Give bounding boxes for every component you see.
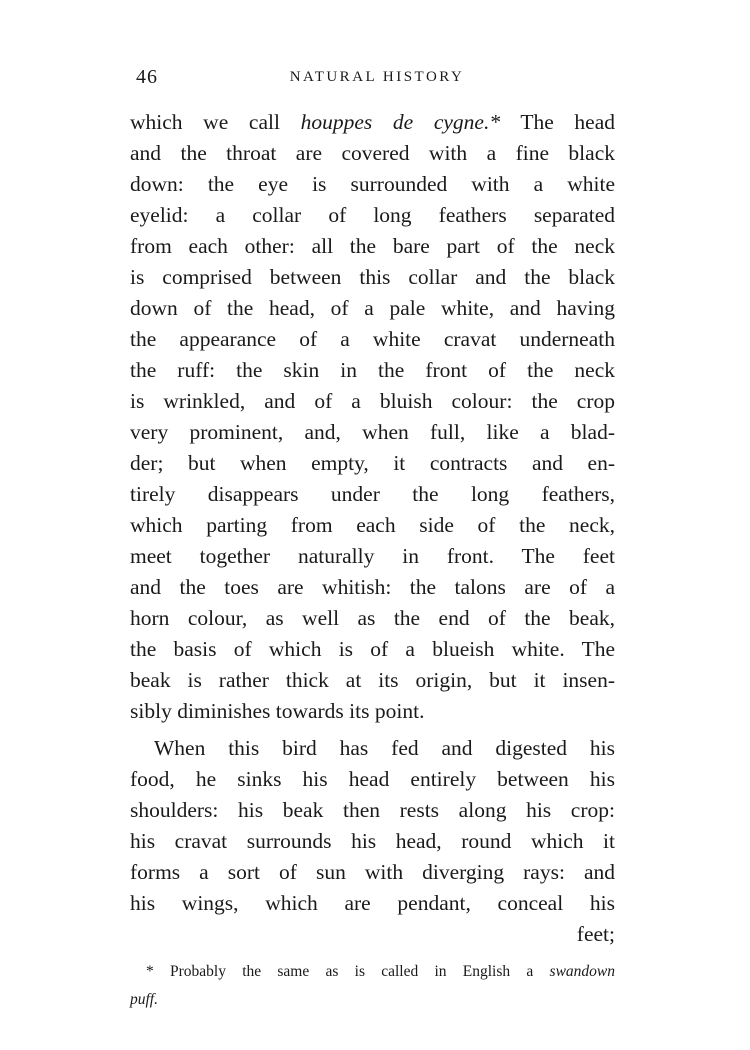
footnote-line-1 (130, 958, 615, 986)
text-line: down of the head, of a pale white, and having (130, 296, 615, 320)
paragraph-2 (130, 733, 615, 919)
text-line: forms a sort of sun with diverging rays: and (130, 860, 615, 884)
text-line: shoulders: his beak then rests along his crop: (130, 798, 615, 822)
text-line: the ruff: the skin in the front of the neck (130, 358, 615, 382)
footnote-line-2 (130, 986, 615, 1014)
text-line: the appearance of a white cravat underneath (130, 327, 615, 351)
text-line: beak is rather thick at its origin, but it insen- (130, 668, 615, 692)
text-line: and the throat are covered with a fine black (130, 141, 615, 165)
text-line: eyelid: a collar of long feathers separated (130, 203, 615, 227)
text-line: sibly diminishes towards its point. (130, 699, 425, 723)
text-line: very prominent, and, when full, like a blad- (130, 420, 615, 444)
text-line: his cravat surrounds his head, round which it (130, 829, 615, 853)
footnote-marker: * (146, 963, 154, 980)
running-title: NATURAL HISTORY (289, 69, 465, 85)
text-line: his wings, which are pendant, conceal his (130, 891, 615, 915)
page-number: 46 (136, 66, 158, 88)
footnote-italic-word: swandown (549, 963, 615, 980)
text-line: food, he sinks his head entirely between his (130, 767, 615, 791)
text-line: down: the eye is surrounded with a white (130, 172, 615, 196)
text-line: which parting from each side of the neck, (130, 513, 615, 537)
text-line: which we call houppes de cygne.* The head (130, 110, 615, 134)
footnote-italic-end: puff. (130, 991, 158, 1008)
body-text (130, 107, 615, 950)
text-line: meet together naturally in front. The feet (130, 544, 615, 568)
paragraph-1 (130, 107, 615, 727)
text-line: and the toes are whitish: the talons are of a (130, 575, 615, 599)
catchword: feet; (576, 922, 615, 946)
text-line: is wrinkled, and of a bluish colour: the crop (130, 389, 615, 413)
text-line: is comprised between this collar and the black (130, 265, 615, 289)
text-line: tirely disappears under the long feathers, (130, 482, 615, 506)
text-line: the basis of which is of a blueish white. The (130, 637, 615, 661)
text-line: from each other: all the bare part of the neck (130, 234, 615, 258)
footnote (130, 958, 615, 1014)
text-line: horn colour, as well as the end of the beak, (130, 606, 615, 630)
footnote-text: Probably the same as is called in English a (170, 963, 534, 980)
text-line: der; but when empty, it contracts and en- (130, 451, 615, 475)
running-head (134, 66, 620, 92)
text-line: When this bird has fed and digested his (154, 736, 615, 760)
